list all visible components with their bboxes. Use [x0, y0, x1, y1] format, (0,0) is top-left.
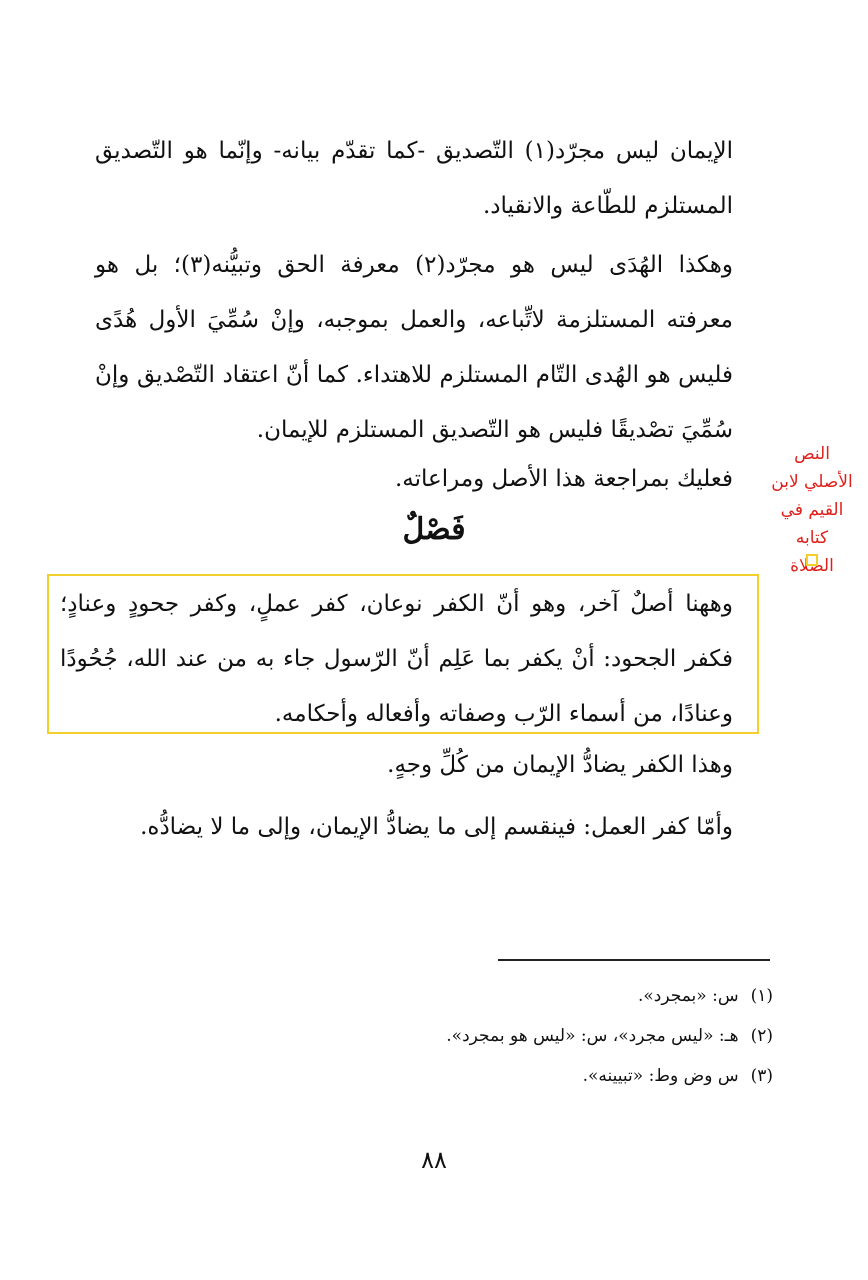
paragraph-1 — [95, 124, 765, 234]
annotation-marker-box — [806, 554, 818, 566]
annotation-line: كتابه — [795, 528, 829, 548]
footnote-number: (٢) — [750, 1026, 773, 1046]
footnote-item — [200, 976, 773, 1016]
footnote-text: س وض وط: «تبيينه». — [582, 1066, 739, 1086]
paragraph-2-text: وهكذا الهُدَى ليس هو مجرّد(٢) معرفة الحق وتبيُّنه(٣)؛ بل هو معرفته المستلزمة لاتِّباعه، والعمل بموجبه، وإنْ سُمِّيَ الأول هُدًى فليس هو الهُدى التّام المستلزم للاهتداء. كما أنّ اعتقاد التّصْديق وإنْ سُمِّيَ تصْديقًا فليس هو التّصديق المستلزم للإيمان. — [95, 252, 733, 443]
annotation-line: الأصلي لابن — [771, 472, 853, 492]
paragraph-1-text: الإيمان ليس مجرّد(١) التّصديق -كما تقدّم بيانه- وإنّما هو التّصديق المستلزم للطّاعة والانقياد. — [95, 138, 733, 219]
footnote-text: س: «بمجرد». — [638, 986, 739, 1006]
footnote-number: (١) — [750, 986, 773, 1006]
annotation-line: النص — [794, 444, 830, 464]
section-heading: فَصْلٌ — [402, 512, 466, 547]
paragraph-5-text: وهذا الكفر يضادُّ الإيمان من كُلِّ وجهٍ. — [387, 752, 733, 778]
paragraph-4-text: وههنا أصلٌ آخر، وهو أنّ الكفر نوعان، كفر عملٍ، وكفر جحودٍ وعنادٍ؛ فكفر الجحود: أنْ يكفر بما عَلِم أنّ الرّسول جاء به من عند الله، جُحُودًا وعنادًا، من أسماء الرّب وصفاته وأفعاله وأحكامه. — [60, 591, 733, 727]
paragraph-5 — [95, 738, 765, 793]
paragraph-3-text: فعليك بمراجعة هذا الأصل ومراعاته. — [394, 466, 733, 492]
annotation-line: الصلاة — [790, 556, 834, 576]
paragraph-4 — [60, 577, 765, 742]
footnote-item — [200, 1056, 773, 1096]
paragraph-6 — [95, 800, 765, 855]
footnotes — [200, 976, 773, 1096]
page-number: ٨٨ — [421, 1146, 447, 1174]
footnote-divider — [498, 959, 770, 961]
annotation-line: القيم في — [780, 500, 844, 520]
footnote-text: هـ: «ليس مجرد»، س: «ليس هو بمجرد». — [446, 1026, 739, 1046]
paragraph-6-text: وأمّا كفر العمل: فينقسم إلى ما يضادُّ الإيمان، وإلى ما لا يضادُّه. — [140, 814, 733, 840]
footnote-number: (٣) — [750, 1066, 773, 1086]
paragraph-2 — [95, 238, 765, 458]
paragraph-3 — [95, 452, 765, 507]
footnote-item — [200, 1016, 773, 1056]
